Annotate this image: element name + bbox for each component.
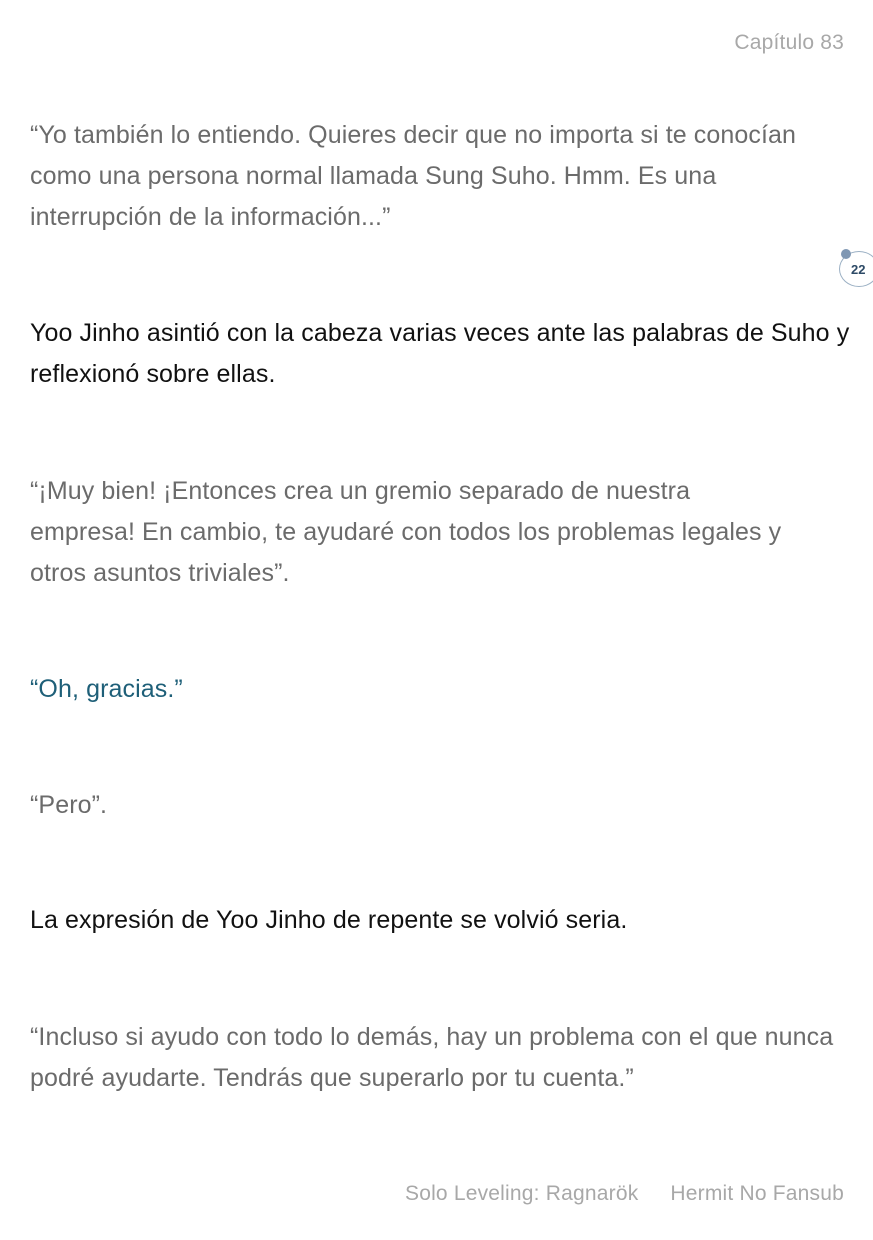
chapter-label: Capítulo 83 bbox=[734, 31, 844, 54]
paragraph-dialogue: “Pero”. bbox=[30, 791, 108, 819]
paragraph-narration: La expresión de Yoo Jinho de repente se volvió seria. bbox=[30, 906, 628, 934]
page-number: 22 bbox=[851, 261, 866, 277]
translator-credit: Hermit No Fansub bbox=[670, 1182, 844, 1205]
book-title: Solo Leveling: Ragnarök bbox=[404, 1182, 639, 1205]
paragraph-narration: Yoo Jinho asintió con la cabeza varias veces ante las palabras de Suho y reflexionó sobre ellas. bbox=[30, 319, 850, 388]
paragraph-dialogue: “¡Muy bien! ¡Entonces crea un gremio separado de nuestra empresa! En cambio, te ayudaré con todos los problemas legales y otros asuntos triviales”. bbox=[30, 477, 782, 587]
footer bbox=[405, 1182, 844, 1206]
paragraph-dialogue: “Incluso si ayudo con todo lo demás, hay un problema con el que nunca podré ayudarte. Tendrás que superarlo por tu cuenta.” bbox=[30, 1023, 834, 1092]
paragraph-dialogue: “Yo también lo entiendo. Quieres decir que no importa si te conocían como una persona normal llamada Sung Suho. Hmm. Es una interrupción de la información...” bbox=[30, 121, 797, 231]
paragraph-dialogue-accent: “Oh, gracias.” bbox=[30, 675, 183, 703]
page-indicator-dot-icon bbox=[841, 249, 851, 259]
